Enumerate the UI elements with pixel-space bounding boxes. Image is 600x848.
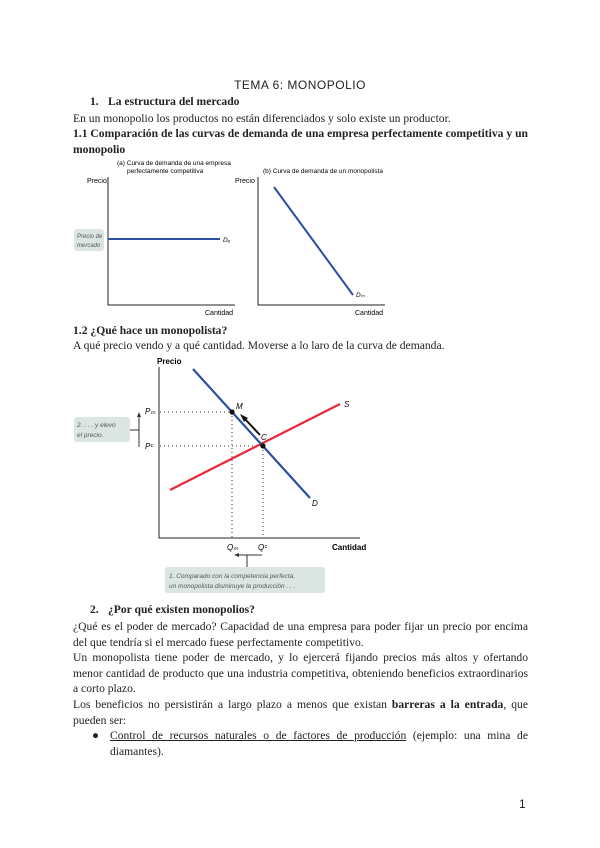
fig-a-ylabel: Precio bbox=[87, 178, 107, 185]
fig2-axes bbox=[159, 367, 360, 538]
monopoly-figure bbox=[60, 355, 380, 597]
fig2-xlabel: Cantidad bbox=[332, 543, 367, 552]
section-1-2-text: A qué precio vendo y a qué cantidad. Moverse a lo laro de la curva de demanda. bbox=[73, 339, 445, 352]
section-2-number: 2. bbox=[90, 603, 99, 616]
fig-b-curve-label: Dₘ bbox=[356, 292, 365, 299]
fig-b-demand-line bbox=[274, 187, 353, 295]
fig2-up-arrowhead bbox=[137, 412, 141, 417]
section-2-paragraph-3 bbox=[73, 697, 528, 728]
fig-a-curve-label: Dₑ bbox=[223, 237, 231, 244]
section-1-number: 1. bbox=[90, 95, 99, 108]
page-title: TEMA 6: MONOPOLIO bbox=[234, 78, 366, 92]
fig2-point-c bbox=[260, 443, 265, 448]
fig-b-axes bbox=[258, 177, 385, 305]
fig2-demand-line bbox=[193, 369, 310, 498]
fig-a-title: (a) Curva de demanda de una empresa bbox=[117, 160, 231, 167]
fig-a-axes bbox=[108, 177, 235, 305]
bullet-icon: ● bbox=[92, 729, 100, 742]
section-2-heading: ¿Por qué existen monopolios? bbox=[108, 603, 255, 616]
bullet-underlined: Control de recursos naturales o de factores de producción bbox=[110, 729, 407, 742]
fig2-supply-line bbox=[170, 404, 340, 490]
fig2-label-pc: Pᶜ bbox=[145, 442, 154, 451]
fig2-label-qc: Qᶜ bbox=[258, 543, 268, 552]
fig2-label-s: S bbox=[344, 400, 350, 409]
page-number: 1 bbox=[519, 797, 526, 811]
demand-curves-figure bbox=[60, 155, 400, 320]
bullet-item bbox=[110, 728, 528, 759]
section-1-1-heading: 1.1 Comparación de las curvas de demanda de una empresa perfectamente competitiva y un monopolio bbox=[73, 127, 528, 156]
fig2-note1-line2: un monopolista disminuye la producción . . . bbox=[169, 583, 296, 590]
fig2-label-c: C bbox=[261, 433, 267, 442]
fig2-note2-line1: 2. . . . y elevo bbox=[77, 422, 116, 429]
fig2-label-d: D bbox=[312, 499, 318, 508]
section-1-text: En un monopolio los productos no están diferenciados y solo existe un productor. bbox=[73, 112, 451, 125]
section-1-2-heading: 1.2 ¿Qué hace un monopolista? bbox=[73, 324, 228, 337]
bullet-rest: (ejemplo: una mina de diamantes). bbox=[110, 729, 529, 758]
fig2-left-arrowhead bbox=[234, 553, 239, 557]
fig-a-box-line2: mercado bbox=[77, 243, 101, 249]
section-1-heading: La estructura del mercado bbox=[108, 95, 240, 108]
fig-b-xlabel: Cantidad bbox=[355, 310, 384, 317]
fig-b-ylabel: Precio bbox=[235, 178, 255, 185]
fig2-ylabel: Precio bbox=[157, 357, 182, 366]
fig-b-title: (b) Curva de demanda de un monopolista bbox=[263, 168, 383, 175]
section-2-paragraph-1: ¿Qué es el poder de mercado? Capacidad de una empresa para poder fijar un precio por encima del que tendría si el mercado fuese perfectamente competitivo. bbox=[73, 620, 528, 649]
section-2-paragraph-2: Un monopolista tiene poder de mercado, y lo ejercerá fijando precios más altos y ofertando menor cantidad de producto que una industria competitiva, obteniendo beneficios extraordinarios a corto plazo. bbox=[73, 651, 528, 696]
fig-a-box-line1: Precio de bbox=[77, 234, 103, 240]
fig-a-xlabel: Cantidad bbox=[205, 310, 234, 317]
p3-bold: barreras a la entrada bbox=[391, 698, 504, 711]
fig2-point-m bbox=[229, 409, 234, 414]
fig2-label-pm: Pₘ bbox=[145, 407, 156, 416]
p3-text-end: , que pueden ser: bbox=[73, 698, 528, 727]
fig-a-title-2: perfectamente competitiva bbox=[127, 168, 204, 175]
fig2-label-qm: Qₘ bbox=[227, 543, 239, 552]
fig2-note1-line1: 1. Comparado con la competencia perfecta, bbox=[169, 573, 296, 580]
fig2-guides bbox=[160, 412, 263, 538]
fig2-label-m: M bbox=[236, 402, 243, 411]
fig2-note2-line2: el precio. bbox=[77, 432, 104, 439]
p3-text: Los beneficios no persistirán a largo plazo a menos que existan bbox=[73, 698, 392, 711]
